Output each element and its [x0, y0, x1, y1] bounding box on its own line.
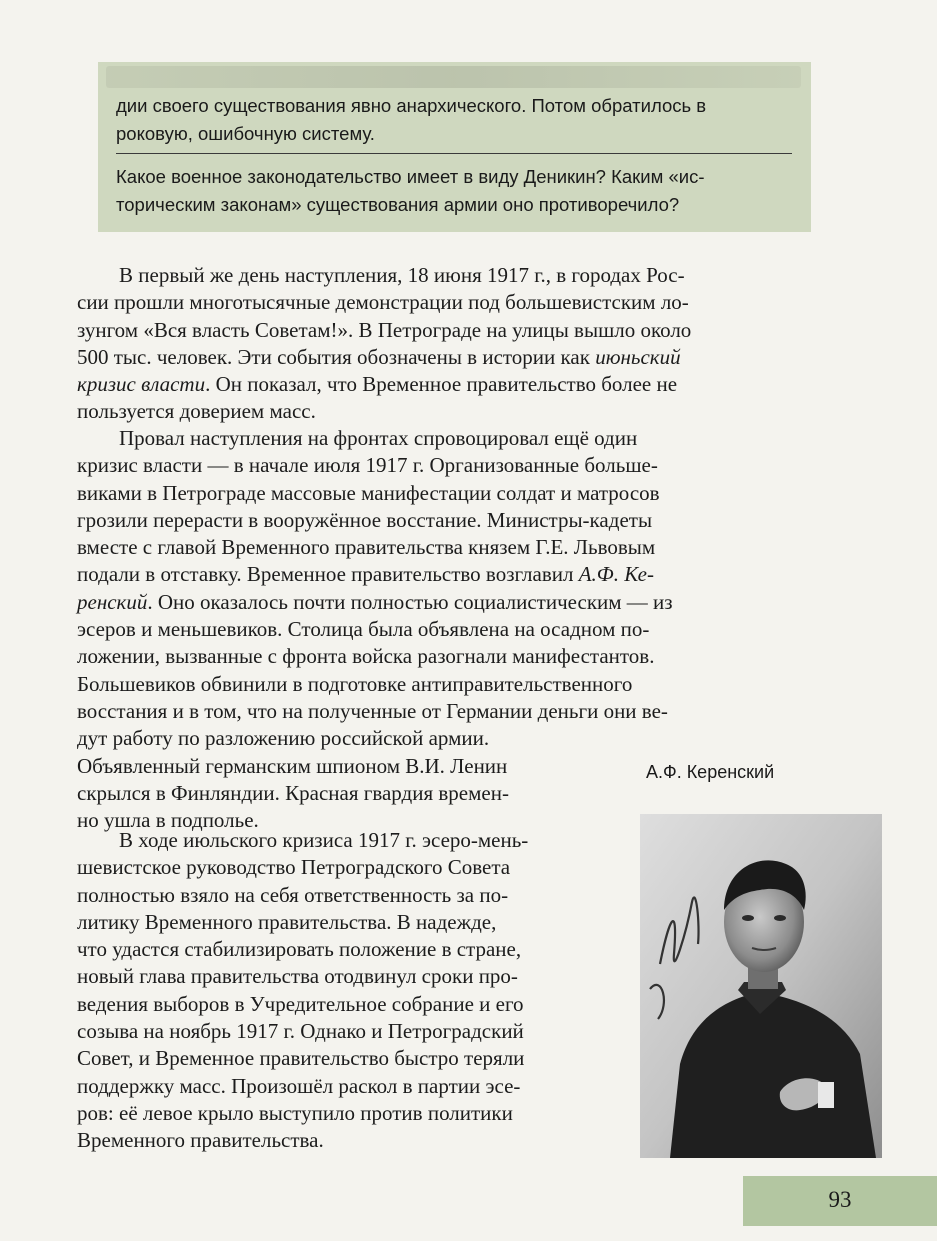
text-line: Объявленный германским шпионом В.И. Ленин [77, 753, 508, 778]
text-line: новый глава правительства отодвинул сроки про- [77, 964, 518, 989]
text-line: но ушла в подполье. [77, 808, 259, 833]
text-line: грозили перерасти в вооружённое восстание. Министры-кадеты [77, 507, 653, 532]
text-line: литику Временного правительства. В надежде, [77, 909, 497, 934]
text-line: Временного правительства. [77, 1128, 324, 1153]
text-line: В ходе июльского кризиса 1917 г. эсеро-мень- [119, 828, 529, 852]
text-span: . Оно оказалось почти полностью социалистическим — из [147, 589, 673, 614]
quote-text [116, 92, 796, 148]
quote-box [98, 62, 811, 232]
text-span: . Он показал, что Временное правительство более не [205, 372, 678, 397]
text-line [77, 561, 809, 588]
text-line: что удастся стабилизировать положение в стране, [77, 937, 522, 962]
text-line [77, 589, 809, 616]
paragraph-1 [77, 262, 809, 426]
portrait-illustration [640, 814, 882, 1158]
italic-name: А.Ф. Ке- [578, 562, 654, 587]
italic-name: ренский [77, 589, 148, 614]
quote-line: дии своего существования явно анархического. Потом обратилось в [116, 95, 707, 116]
text-line: ложении, вызванные с фронта войска разогнали манифестантов. [77, 644, 655, 669]
text-line: созыва на ноябрь 1917 г. Однако и Петроградский [77, 1019, 524, 1044]
question-text [116, 163, 796, 219]
text-line [77, 371, 809, 398]
text-span: подали в отставку. Временное правительство возглавил [77, 562, 579, 587]
page-number-tab [743, 1176, 937, 1226]
text-line: В первый же день наступления, 18 июня 1917 г., в городах Рос- [119, 263, 685, 287]
text-line: Большевиков обвинили в подготовке антиправительственного [77, 671, 633, 696]
quote-line: роковую, ошибочную систему. [116, 123, 375, 144]
text-line: поддержку масс. Произошёл раскол в партии эсе- [77, 1073, 521, 1098]
text-line: ведения выборов в Учредительное собрание и его [77, 991, 524, 1016]
text-line: Провал наступления на фронтах спровоцировал ещё один [119, 426, 638, 450]
faded-text-strip [106, 66, 801, 88]
italic-term: июньский [595, 344, 681, 369]
text-line: эсеров и меньшевиков. Столица была объявлена на осадном по- [77, 617, 650, 642]
paragraph-3 [77, 827, 607, 1155]
text-line: скрылся в Финляндии. Красная гвардия времен- [77, 780, 509, 805]
text-line: шевистское руководство Петроградского Совета [77, 855, 511, 880]
text-line: пользуется доверием масс. [77, 399, 316, 424]
question-line: Какое военное законодательство имеет в виду Деникин? Каким «ис- [116, 166, 705, 187]
text-line: кризис власти — в начале июля 1917 г. Организованные больше- [77, 453, 658, 478]
text-line: вместе с главой Временного правительства князем Г.Е. Львовым [77, 535, 656, 560]
text-line: восстания и в том, что на полученные от Германии деньги они ве- [77, 698, 668, 723]
figure-caption: А.Ф. Керенский [646, 762, 775, 782]
question-line: торическим законам» существования армии оно противоречило? [116, 194, 680, 215]
text-line: Совет, и Временное правительство быстро теряли [77, 1046, 525, 1071]
text-line: виками в Петрограде массовые манифестации солдат и матросов [77, 480, 660, 505]
page-number: 93 [828, 1187, 852, 1212]
italic-term: кризис власти [77, 372, 206, 397]
text-line: полностью взяло на себя ответственность за по- [77, 882, 509, 907]
text-line: дут работу по разложению российской армии. [77, 726, 490, 751]
divider [116, 153, 792, 154]
portrait-photo [640, 814, 882, 1158]
text-line: ров: её левое крыло выступило против политики [77, 1100, 513, 1125]
text-span: 500 тыс. человек. Эти события обозначены в истории как [77, 344, 596, 369]
text-line [77, 344, 809, 371]
text-line: зунгом «Вся власть Советам!». В Петрограде на улицы вышло около [77, 317, 692, 342]
text-line: сии прошли многотысячные демонстрации под большевистским ло- [77, 290, 689, 315]
